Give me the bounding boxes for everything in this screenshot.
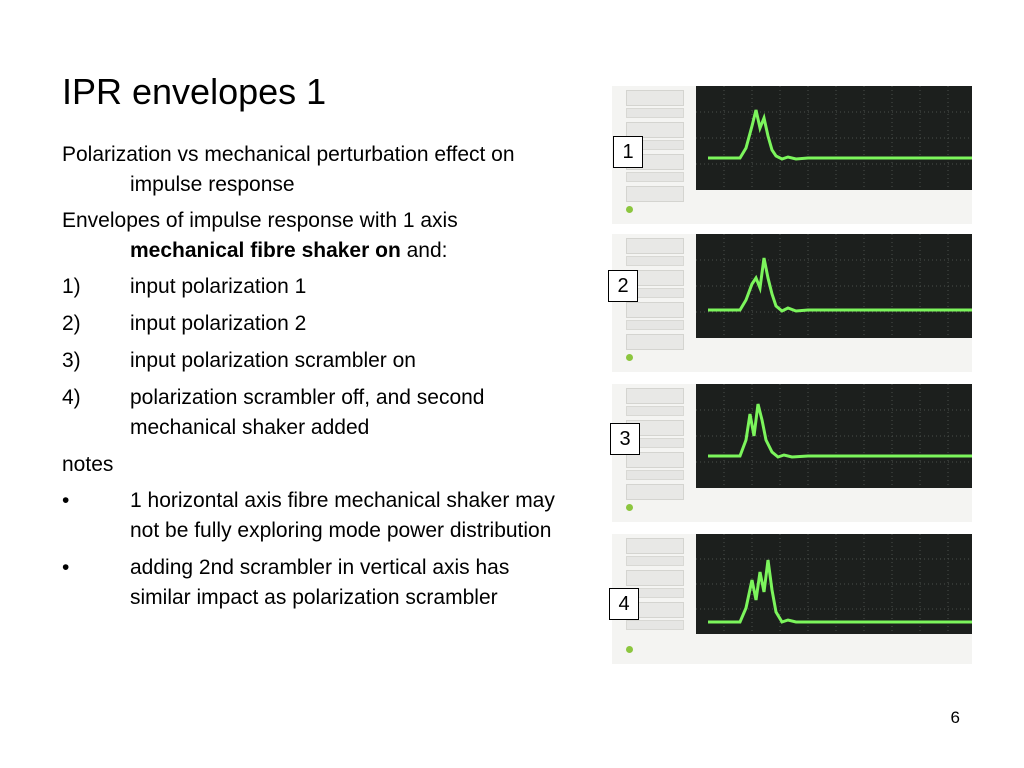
scope-trace — [696, 384, 972, 488]
scope-panel-2 — [612, 234, 972, 372]
item-marker: 4) — [62, 386, 81, 409]
scope-screen — [696, 534, 972, 634]
bullet-text: adding 2nd scrambler in vertical axis has similar impact as polarization scrambler — [130, 556, 510, 609]
numbered-item — [62, 309, 562, 339]
scope-panel-4 — [612, 534, 972, 664]
panel-label: 2 — [608, 270, 638, 302]
item-text: input polarization 2 — [130, 312, 307, 335]
panel-label: 1 — [613, 136, 643, 168]
envelopes-paragraph — [62, 206, 562, 266]
item-marker: 3) — [62, 349, 81, 372]
numbered-item — [62, 272, 562, 302]
slide-title: IPR envelopes 1 — [62, 71, 327, 112]
scope-screen — [696, 384, 972, 488]
page-number: 6 — [950, 708, 960, 727]
bullet-icon: • — [62, 489, 70, 512]
scope-screen — [696, 234, 972, 338]
scope-footer — [626, 646, 972, 664]
bullet-item — [62, 553, 562, 613]
notes-heading: notes — [62, 453, 114, 476]
envelopes-bold-text: mechanical fibre shaker on — [130, 239, 401, 262]
panel-label: 4 — [609, 588, 639, 620]
item-text: input polarization 1 — [130, 275, 307, 298]
item-marker: 1) — [62, 275, 81, 298]
scope-panel-3 — [612, 384, 972, 522]
envelopes-text: Envelopes of impulse response with 1 axis — [62, 209, 458, 232]
scope-screen — [696, 86, 972, 190]
numbered-item — [62, 383, 562, 443]
item-marker: 2) — [62, 312, 81, 335]
scope-panel-1 — [612, 86, 972, 224]
bullet-text: 1 horizontal axis fibre mechanical shaker may not be fully exploring mode power distribution — [130, 489, 555, 542]
scope-footer — [626, 354, 972, 372]
bullet-item — [62, 486, 562, 546]
bullet-icon: • — [62, 556, 70, 579]
item-text: polarization scrambler off, and second mechanical shaker added — [130, 386, 485, 439]
scope-footer — [626, 504, 972, 522]
item-text: input polarization scrambler on — [130, 349, 416, 372]
scope-trace — [696, 234, 972, 338]
envelopes-suffix: and: — [400, 239, 448, 262]
intro-paragraph: Polarization vs mechanical perturbation effect on impulse response — [62, 143, 515, 196]
scope-footer — [626, 206, 972, 224]
scope-trace — [696, 86, 972, 190]
numbered-item — [62, 346, 562, 376]
scope-trace — [696, 534, 972, 634]
slide-body — [62, 140, 562, 620]
panel-label: 3 — [610, 423, 640, 455]
